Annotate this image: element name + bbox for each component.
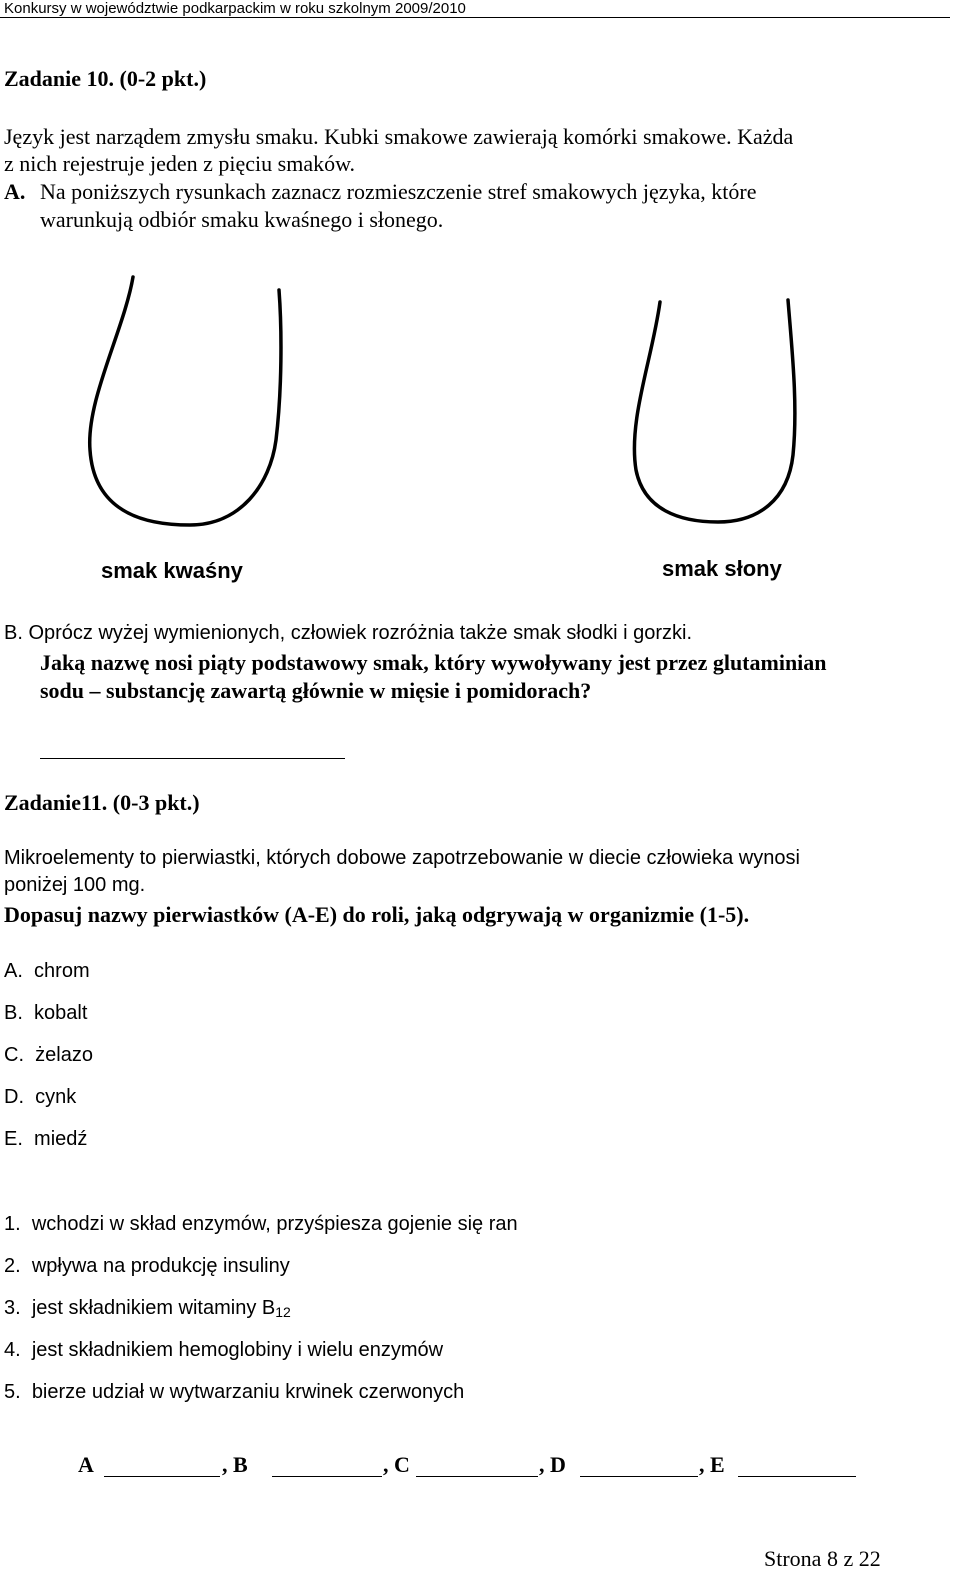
answer-line-task10[interactable] [40, 758, 345, 759]
role-item: 4. jest składnikiem hemoglobiny i wielu enzymów [4, 1339, 444, 1361]
tongue-outline-right [634, 300, 795, 522]
answer-line-e[interactable] [738, 1476, 856, 1477]
header-divider [0, 17, 950, 18]
answer-label-e: , E [699, 1452, 725, 1477]
task10-intro-line2: z nich rejestruje jeden z pięciu smaków. [4, 151, 356, 176]
tongue-outline-left [90, 277, 281, 525]
task11-heading: Zadanie11. (0-3 pkt.) [4, 790, 200, 815]
answer-line-b[interactable] [272, 1476, 382, 1477]
task10-intro-line1: Język jest narządem zmysłu smaku. Kubki smakowe zawierają komórki smakowe. Każda [4, 124, 794, 149]
task10-a-marker: A. [4, 179, 26, 204]
answer-line-a[interactable] [104, 1476, 220, 1477]
task10-a-line1: Na poniższych rysunkach zaznacz rozmieszczenie stref smakowych języka, które [40, 179, 757, 204]
role-item: 3. jest składnikiem witaminy $B_{12}$ [4, 1297, 291, 1320]
role-item: 2. wpływa na produkcję insuliny [4, 1255, 290, 1277]
task10-b-line1: B. Oprócz wyżej wymienionych, człowiek rozróżnia także smak słodki i gorzki. [4, 622, 692, 644]
element-item: C. żelazo [4, 1044, 93, 1066]
task11-intro-line1: Mikroelementy to pierwiastki, których dobowe zapotrzebowanie w diecie człowieka wynosi [4, 847, 800, 869]
answer-label-b: , B [222, 1452, 248, 1477]
task10-heading: Zadanie 10. (0-2 pkt.) [4, 66, 207, 91]
task10-b-question-line1: Jaką nazwę nosi piąty podstawowy smak, który wywoływany jest przez glutaminian [40, 650, 827, 675]
role-item: 5. bierze udział w wytwarzaniu krwinek czerwonych [4, 1381, 465, 1403]
answer-label-a: A [78, 1452, 94, 1477]
page-header: Konkursy w województwie podkarpackim w roku szkolnym 2009/2010 [4, 0, 466, 17]
task10-b-question-line2: sodu – substancję zawartą głównie w mięsie i pomidorach? [40, 678, 592, 703]
task11-instruction: Dopasuj nazwy pierwiastków (A-E) do roli, jaką odgrywają w organizmie (1-5). [4, 902, 750, 927]
answer-label-d: , D [539, 1452, 566, 1477]
label-smak-slony: smak słony [662, 556, 782, 581]
answer-line-c[interactable] [416, 1476, 538, 1477]
task10-a-line2: warunkują odbiór smaku kwaśnego i słonego. [40, 207, 444, 232]
element-item: B. kobalt [4, 1002, 88, 1024]
element-item: D. cynk [4, 1086, 77, 1108]
tongue-drawings [0, 270, 960, 600]
task11-intro-line2: poniżej 100 mg. [4, 874, 146, 896]
answer-line-d[interactable] [580, 1476, 698, 1477]
role-item: 1. wchodzi w skład enzymów, przyśpiesza gojenie się ran [4, 1213, 518, 1235]
answer-label-c: , C [383, 1452, 410, 1477]
label-smak-kwasny: smak kwaśny [101, 558, 243, 583]
element-item: E. miedź [4, 1128, 88, 1150]
page-number: Strona 8 z 22 [764, 1546, 881, 1571]
element-item: A. chrom [4, 960, 90, 982]
